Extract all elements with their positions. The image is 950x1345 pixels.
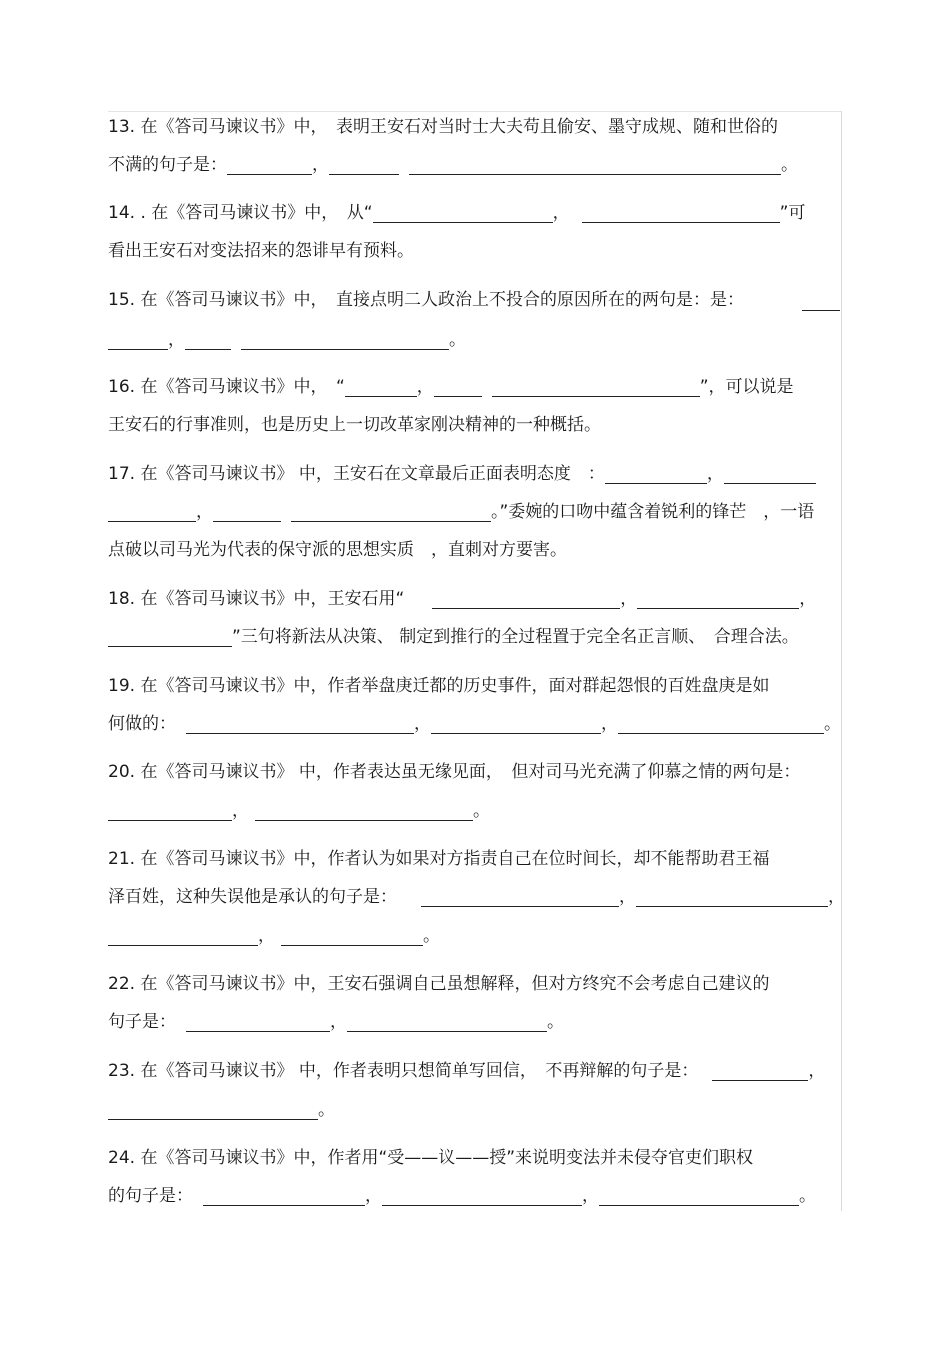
q17-blank-2[interactable] bbox=[724, 466, 816, 484]
q13-blank-2[interactable] bbox=[329, 157, 399, 175]
q14-line1: 14. . 在《答司马谏议书》中， 从“ ， ”可 bbox=[108, 203, 806, 223]
q17-line3: 点破以司马光为代表的保守派的思想实质 ，直刺对方要害。 bbox=[108, 540, 567, 560]
q15-blank-1[interactable] bbox=[802, 293, 840, 311]
q18-blank-1[interactable] bbox=[432, 591, 620, 609]
q13-blank-3[interactable] bbox=[409, 157, 781, 175]
q17-line2: ， 。”委婉的口吻中蕴含着锐利的锋芒 ，一语 bbox=[108, 502, 814, 522]
q21-line3: ， 。 bbox=[108, 926, 440, 946]
q16-blank-1[interactable] bbox=[345, 379, 417, 397]
q22-blank-2[interactable] bbox=[347, 1014, 547, 1032]
top-border bbox=[108, 111, 842, 112]
q20-line1: 20. 在《答司马谏议书》 中，作者表达虽无缘见面， 但对司马光充满了仰慕之情的两句是： bbox=[108, 762, 801, 782]
q24-blank-1[interactable] bbox=[203, 1188, 365, 1206]
right-border bbox=[841, 111, 842, 1211]
q24-blank-2[interactable] bbox=[382, 1188, 582, 1206]
q18-blank-2[interactable] bbox=[637, 591, 799, 609]
q20-blank-2[interactable] bbox=[255, 803, 473, 821]
q21-blank-3[interactable] bbox=[108, 928, 258, 946]
q15-line1: 15. 在《答司马谏议书》中， 直接点明二人政治上不投合的原因所在的两句是：是： bbox=[108, 290, 744, 310]
q24-line1: 24. 在《答司马谏议书》中，作者用“受——议——授”来说明变法并未侵夺官吏们职权 bbox=[108, 1148, 754, 1168]
q22-blank-1[interactable] bbox=[186, 1014, 330, 1032]
q22-line1: 22. 在《答司马谏议书》中，王安石强调自己虽想解释，但对方终究不会考虑自己建议的 bbox=[108, 974, 770, 994]
q14-line2: 看出王安石对变法招来的怨诽早有预料。 bbox=[108, 241, 414, 261]
q24-blank-3[interactable] bbox=[599, 1188, 799, 1206]
q17-blank-4[interactable] bbox=[213, 504, 281, 522]
q15-blank-3[interactable] bbox=[185, 332, 231, 350]
q16-blank-3[interactable] bbox=[492, 379, 700, 397]
q17-line1: 17. 在《答司马谏议书》 中，王安石在文章最后正面表明态度 ： ， bbox=[108, 464, 816, 484]
q19-blank-1[interactable] bbox=[186, 716, 414, 734]
q19-line2: 何做的： ， ， 。 bbox=[108, 714, 841, 734]
q15-line2: ， 。 bbox=[108, 330, 466, 350]
q21-blank-1[interactable] bbox=[421, 889, 619, 907]
q17-blank-3[interactable] bbox=[108, 504, 196, 522]
q23-blank-1[interactable] bbox=[712, 1063, 808, 1081]
q20-blank-1[interactable] bbox=[108, 803, 232, 821]
q15-blank-2[interactable] bbox=[108, 332, 168, 350]
q23-line1: 23. 在《答司马谏议书》 中，作者表明只想简单写回信， 不再辩解的句子是： ， bbox=[108, 1061, 826, 1081]
q24-line2: 的句子是： ， ， 。 bbox=[108, 1186, 816, 1206]
q18-line1: 18. 在《答司马谏议书》中，王安石用“ ， ， bbox=[108, 589, 817, 609]
q21-line2: 泽百姓，这种失误他是承认的句子是： ， ， bbox=[108, 887, 845, 907]
q16-line2: 王安石的行事准则，也是历史上一切改革家刚决精神的一种概括。 bbox=[108, 415, 601, 435]
q14-blank-1[interactable] bbox=[373, 205, 553, 223]
q23-line2: 。 bbox=[108, 1100, 335, 1120]
q13-line1: 13. 在《答司马谏议书》中， 表明王安石对当时士大夫苟且偷安、墨守成规、随和世俗的 bbox=[108, 117, 778, 137]
q18-line2: ”三句将新法从决策、 制定到推行的全过程置于完全名正言顺、 合理合法。 bbox=[108, 627, 799, 647]
q19-blank-3[interactable] bbox=[618, 716, 824, 734]
q19-line1: 19. 在《答司马谏议书》中，作者举盘庚迁都的历史事件，面对群起怨恨的百姓盘庚是如 bbox=[108, 676, 770, 696]
q20-line2: ， 。 bbox=[108, 801, 490, 821]
q13-blank-1[interactable] bbox=[227, 157, 312, 175]
q15-blank-4[interactable] bbox=[241, 332, 449, 350]
q19-blank-2[interactable] bbox=[431, 716, 601, 734]
q17-blank-5[interactable] bbox=[291, 504, 491, 522]
q18-blank-3[interactable] bbox=[108, 629, 232, 647]
q21-blank-2[interactable] bbox=[636, 889, 828, 907]
q14-blank-2[interactable] bbox=[582, 205, 780, 223]
q21-line1: 21. 在《答司马谏议书》中，作者认为如果对方指责自己在位时间长，却不能帮助君王福 bbox=[108, 849, 770, 869]
q23-blank-2[interactable] bbox=[108, 1102, 318, 1120]
q17-blank-1[interactable] bbox=[605, 466, 707, 484]
q16-line1: 16. 在《答司马谏议书》中， “ ， ”，可以说是 bbox=[108, 377, 794, 397]
q13-line2: 不满的句子是： ， 。 bbox=[108, 155, 798, 175]
q21-blank-4[interactable] bbox=[281, 928, 423, 946]
q16-blank-2[interactable] bbox=[434, 379, 482, 397]
q22-line2: 句子是： ， 。 bbox=[108, 1012, 564, 1032]
